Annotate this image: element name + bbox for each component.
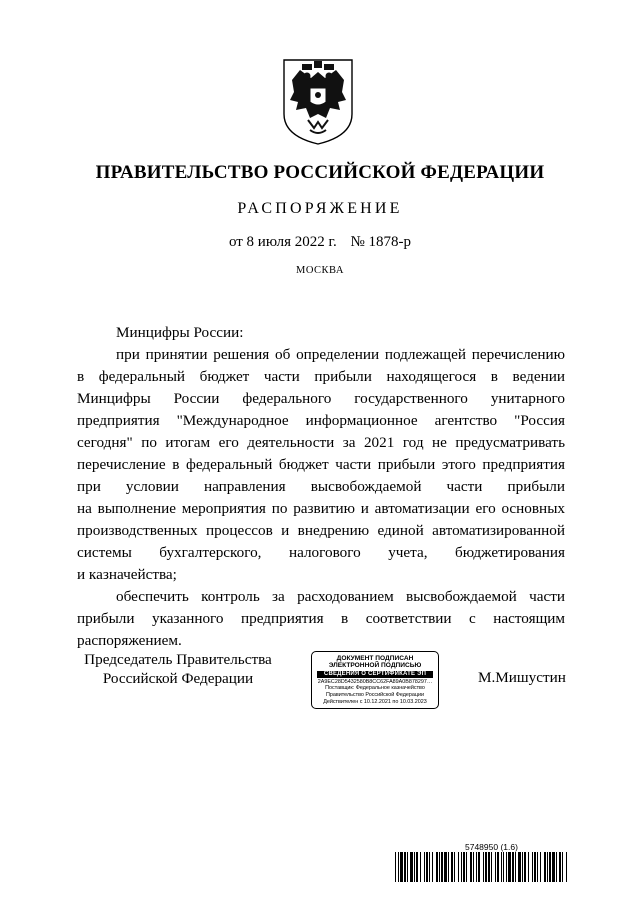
- barcode-bar: [451, 852, 453, 882]
- barcode-bar: [414, 852, 415, 882]
- barcode-bar: [424, 852, 425, 882]
- esign-certificate-bar: СВЕДЕНИЯ О СЕРТИФИКАТЕ ЭП: [317, 671, 433, 678]
- document-type: РАСПОРЯЖЕНИЕ: [237, 200, 403, 217]
- barcode-bar: [429, 852, 430, 882]
- barcode-bar: [506, 852, 507, 882]
- document-city: МОСКВА: [296, 265, 344, 276]
- body-line: распоряжением.: [77, 632, 182, 649]
- barcode-bar: [562, 852, 563, 882]
- barcode-bar: [426, 852, 428, 882]
- body-line: обеспечить контроль за расходованием высвобождаемой части: [116, 588, 565, 605]
- barcode-bar: [518, 852, 521, 882]
- esign-header-line: ДОКУМЕНТ ПОДПИСАН: [336, 655, 414, 662]
- barcode-bar: [441, 852, 443, 882]
- esign-owner: Правительство Российской Федерации: [325, 692, 424, 698]
- organization-title: ПРАВИТЕЛЬСТВО РОССИЙСКОЙ ФЕДЕРАЦИИ: [95, 162, 545, 183]
- barcode-bar: [540, 852, 541, 882]
- signatory-name: М.Мишустин: [478, 669, 566, 686]
- barcode-bar: [448, 852, 449, 882]
- document-number: № 1878-р: [350, 234, 412, 250]
- esign-issuer: Поставщик: Федеральное казначейство: [325, 685, 425, 692]
- barcode-bar: [416, 852, 418, 882]
- body-line: на выполнение мероприятия по развитию и автоматизации его основных: [77, 500, 565, 517]
- barcode-bar: [547, 852, 548, 882]
- barcode-bar: [552, 852, 555, 882]
- barcode-bar: [485, 852, 487, 882]
- signatory-title-line: Председатель Правительства: [84, 651, 272, 668]
- barcode-icon: [395, 852, 568, 882]
- barcode-bar: [549, 852, 551, 882]
- body-line: прибыли указанного предприятия в соответствии с настоящим: [77, 610, 565, 627]
- barcode-bar: [559, 852, 561, 882]
- barcode-bar: [508, 852, 511, 882]
- body-line: перечисление в федеральный бюджет части прибыли этого предприятия: [77, 456, 565, 473]
- document-date-line: [0, 234, 640, 251]
- barcode-bar: [544, 852, 546, 882]
- barcode-bar: [420, 852, 421, 882]
- body-line: Минцифры России федерального государственного унитарного: [77, 390, 565, 407]
- body-line: предприятия "Международное информационное агентство "Россия: [77, 412, 565, 429]
- barcode-bar: [566, 852, 567, 882]
- barcode-bar: [470, 852, 472, 882]
- barcode-bar: [466, 852, 467, 882]
- body-line: системы бухгалтерского, налогового учета, бюджетирования: [77, 544, 565, 561]
- barcode-bar: [432, 852, 433, 882]
- barcode-bar: [407, 852, 408, 882]
- barcode-bar: [524, 852, 526, 882]
- signatory-title: [78, 650, 278, 688]
- body-line: и казначейства;: [77, 566, 177, 583]
- body-line: сегодня" по итогам его деятельности за 2021 год не предусматривать: [77, 434, 565, 451]
- body-line: производственных процессов и внедрению единой автоматизированной: [77, 522, 565, 539]
- barcode-bar: [556, 852, 557, 882]
- barcode-bar: [522, 852, 523, 882]
- barcode-bar: [404, 852, 406, 882]
- barcode-bar: [488, 852, 490, 882]
- barcode-bar: [400, 852, 403, 882]
- document-date: от 8 июля 2022 г.: [228, 234, 337, 250]
- barcode-bar: [463, 852, 465, 882]
- barcode-bar: [537, 852, 538, 882]
- barcode-bar: [497, 852, 499, 882]
- barcode-bar: [483, 852, 484, 882]
- barcode-number: 5748950 (1.6): [465, 842, 518, 852]
- coat-of-arms-icon: [270, 56, 366, 148]
- body-line: при принятии решения об определении подлежащей перечислению: [116, 346, 565, 363]
- barcode-bar: [398, 852, 399, 882]
- barcode-bar: [444, 852, 447, 882]
- barcode-bar: [491, 852, 492, 882]
- barcode-bar: [473, 852, 474, 882]
- barcode-bar: [478, 852, 480, 882]
- body-line: в федеральный бюджет части прибыли находящегося в ведении: [77, 368, 565, 385]
- barcode-bar: [501, 852, 502, 882]
- barcode-bar: [439, 852, 440, 882]
- esign-header-line: ЭЛЕКТРОННОЙ ПОДПИСЬЮ: [328, 662, 422, 670]
- barcode-bar: [476, 852, 477, 882]
- barcode-bar: [528, 852, 529, 882]
- barcode-bar: [458, 852, 459, 882]
- barcode-bar: [503, 852, 504, 882]
- barcode-bar: [461, 852, 462, 882]
- barcode-bar: [532, 852, 533, 882]
- signatory-title-line: Российской Федерации: [102, 670, 254, 687]
- barcode-bar: [410, 852, 413, 882]
- esign-header: [312, 655, 438, 670]
- document-body: [77, 322, 565, 652]
- barcode-bar: [436, 852, 438, 882]
- body-line: Минцифры России:: [116, 324, 244, 341]
- esign-validity: Действителен с 10.12.2021 по 10.03.2023: [323, 698, 427, 705]
- esign-certificate-id: 2A9EC28D5432580B8CC62FA89A0B878297…: [317, 678, 433, 685]
- barcode-bar: [512, 852, 514, 882]
- barcode-bar: [454, 852, 455, 882]
- barcode-bar: [515, 852, 516, 882]
- barcode-bar: [495, 852, 496, 882]
- body-line: при условии направления высвобождаемой части прибыли: [77, 478, 565, 495]
- electronic-signature-stamp: [311, 651, 439, 709]
- barcode-bar: [534, 852, 536, 882]
- barcode-bar: [395, 852, 396, 882]
